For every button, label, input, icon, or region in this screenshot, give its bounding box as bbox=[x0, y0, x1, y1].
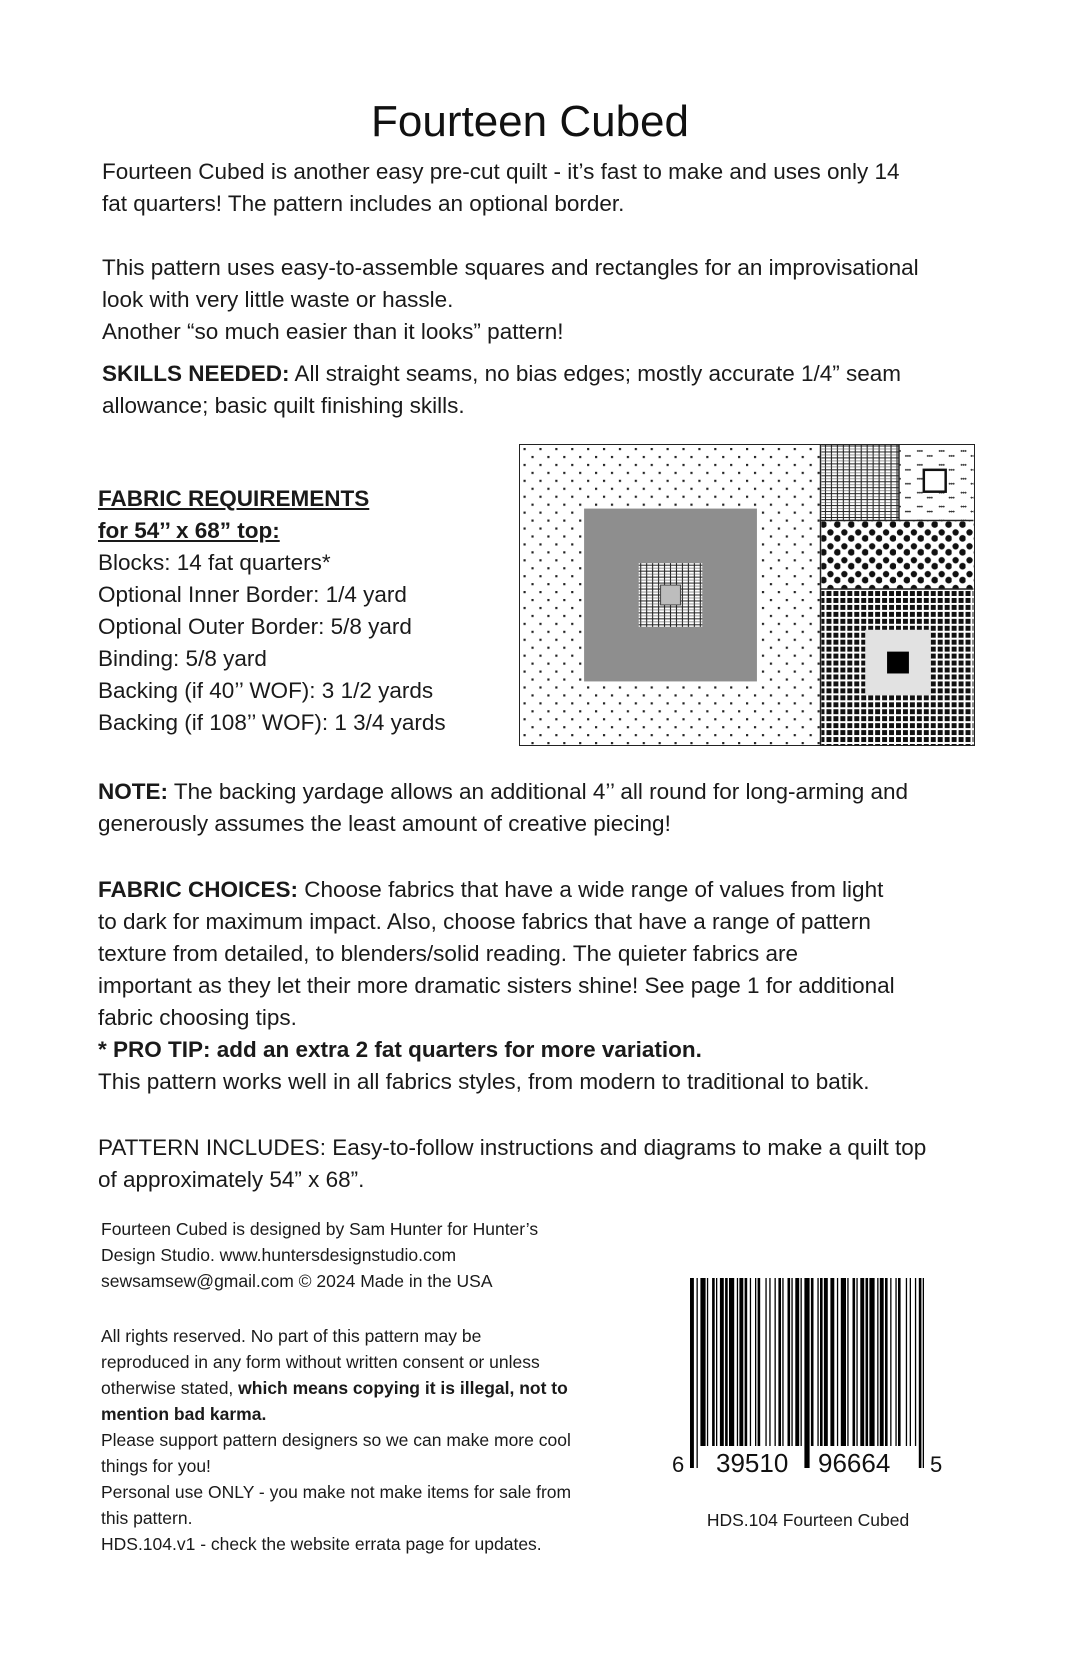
barcode-bar bbox=[837, 1278, 838, 1446]
barcode-bar bbox=[778, 1278, 781, 1446]
intro-line: Another “so much easier than it looks” pattern! bbox=[102, 319, 564, 344]
barcode-bar bbox=[739, 1278, 743, 1446]
rights-line-bold: which means copying it is illegal, not to bbox=[238, 1378, 568, 1398]
fabric-requirements-subheading: for 54’’ x 68” top: bbox=[98, 518, 280, 543]
fabric-choices-text: Choose fabrics that have a wide range of values from light bbox=[298, 877, 884, 902]
barcode-bar bbox=[885, 1278, 888, 1446]
barcode-bar bbox=[824, 1278, 828, 1446]
pro-tip: * PRO TIP: add an extra 2 fat quarters for more variation. bbox=[98, 1037, 702, 1062]
intro-line: look with very little waste or hassle. bbox=[102, 287, 454, 312]
barcode-bar bbox=[795, 1278, 799, 1446]
rights-line: reproduced in any form without written consent or unless bbox=[101, 1352, 540, 1372]
barcode-bar bbox=[720, 1278, 724, 1446]
barcode-digits-right: 96664 bbox=[818, 1448, 891, 1478]
barcode-bar bbox=[700, 1278, 705, 1446]
intro-line: fat quarters! The pattern includes an optional border. bbox=[102, 191, 625, 216]
barcode-bar bbox=[745, 1278, 748, 1446]
fabric-requirement-item: Backing (if 40’’ WOF): 3 1/2 yards bbox=[98, 678, 434, 703]
page-title: Fourteen Cubed bbox=[371, 97, 689, 146]
barcode-bar bbox=[755, 1278, 756, 1446]
rights-notice bbox=[101, 1323, 571, 1557]
credits-line: Design Studio. www.huntersdesignstudio.com bbox=[101, 1245, 457, 1265]
rights-line-bold: mention bad karma. bbox=[101, 1404, 267, 1424]
barcode-bar bbox=[737, 1278, 738, 1446]
rights-line: Personal use ONLY - you make not make items for sale from bbox=[101, 1482, 572, 1502]
quilt-block-black-square bbox=[887, 652, 909, 674]
fabric-choices-text: important as they let their more dramatic sisters shine! See page 1 for additional bbox=[98, 973, 895, 998]
intro-paragraph-2 bbox=[102, 252, 919, 348]
credits-line: sewsamsew@gmail.com © 2024 Made in the USA bbox=[101, 1271, 493, 1291]
skills-label: SKILLS NEEDED: bbox=[102, 361, 290, 386]
barcode-bar bbox=[801, 1278, 802, 1446]
rights-line: HDS.104.v1 - check the website errata page for updates. bbox=[101, 1534, 542, 1554]
skills-needed bbox=[102, 358, 901, 422]
intro-line: Fourteen Cubed is another easy pre-cut quilt - it’s fast to make and uses only 14 bbox=[102, 159, 900, 184]
barcode-bar bbox=[769, 1278, 770, 1446]
rights-line: things for you! bbox=[101, 1456, 211, 1476]
rights-line: All rights reserved. No part of this pattern may be bbox=[101, 1326, 482, 1346]
barcode-bar bbox=[860, 1278, 864, 1446]
fabric-requirement-item: Binding: 5/8 yard bbox=[98, 646, 267, 671]
quilt-diagram bbox=[519, 444, 975, 746]
barcode-bar bbox=[765, 1278, 766, 1446]
fabric-requirement-item: Blocks: 14 fat quarters* bbox=[98, 550, 331, 575]
intro-line: This pattern uses easy-to-assemble squares and rectangles for an improvisational bbox=[102, 255, 919, 280]
barcode-bar bbox=[712, 1278, 715, 1446]
credits bbox=[101, 1216, 538, 1294]
rights-line: Please support pattern designers so we can make more cool bbox=[101, 1430, 571, 1450]
barcode-bar bbox=[906, 1278, 907, 1446]
barcode-bar bbox=[869, 1278, 874, 1446]
barcode-bar bbox=[866, 1278, 869, 1446]
skills-text: allowance; basic quilt finishing skills. bbox=[102, 393, 465, 418]
barcode-bar bbox=[707, 1278, 708, 1446]
barcode-bar bbox=[910, 1278, 911, 1446]
barcode-caption: HDS.104 Fourteen Cubed bbox=[706, 1510, 910, 1530]
quilt-block-plaid bbox=[822, 445, 899, 520]
note-text: generously assumes the least amount of creative piecing! bbox=[98, 811, 671, 836]
barcode-bar bbox=[847, 1278, 848, 1446]
barcode-bar bbox=[919, 1278, 922, 1468]
fabric-choices-label: FABRIC CHOICES: bbox=[98, 877, 299, 902]
fabric-requirement-item: Optional Outer Border: 5/8 yard bbox=[98, 614, 412, 639]
barcode-bar bbox=[923, 1278, 924, 1468]
pattern-includes-text: PATTERN INCLUDES: Easy-to-follow instructions and diagrams to make a quilt top bbox=[98, 1135, 927, 1160]
fabric-choices-text: to dark for maximum impact. Also, choose fabrics that have a range of pattern bbox=[98, 909, 871, 934]
barcode-bar bbox=[890, 1278, 891, 1446]
fabric-requirements bbox=[98, 483, 446, 739]
barcode-bar bbox=[820, 1278, 823, 1446]
barcode-bar bbox=[729, 1278, 734, 1446]
credits-line: Fourteen Cubed is designed by Sam Hunter for Hunter’s bbox=[101, 1219, 539, 1239]
barcode-bar bbox=[725, 1278, 728, 1446]
quilt-block-polka bbox=[822, 521, 974, 589]
barcode-bar bbox=[856, 1278, 857, 1446]
barcode-bar bbox=[880, 1278, 884, 1446]
intro-paragraph-1 bbox=[102, 156, 900, 220]
barcode-bar bbox=[775, 1278, 776, 1446]
barcode-bar bbox=[750, 1278, 751, 1446]
barcode-bar bbox=[853, 1278, 856, 1446]
barcode-bar bbox=[782, 1278, 783, 1446]
barcode-bar bbox=[898, 1278, 901, 1446]
rights-line: otherwise stated, bbox=[101, 1378, 239, 1398]
barcode-bar bbox=[915, 1278, 916, 1446]
fabric-choices bbox=[98, 874, 895, 1098]
fabric-requirement-item: Optional Inner Border: 1/4 yard bbox=[98, 582, 407, 607]
pattern-includes bbox=[98, 1132, 926, 1196]
barcode-bar bbox=[830, 1278, 834, 1446]
fabric-choices-text: This pattern works well in all fabrics styles, from modern to traditional to batik. bbox=[98, 1069, 870, 1094]
barcode-bar bbox=[791, 1278, 792, 1446]
barcode-bar bbox=[895, 1278, 896, 1446]
note-text: The backing yardage allows an additional 4’’ all round for long-arming and bbox=[168, 779, 909, 804]
skills-text: All straight seams, no bias edges; mostly accurate 1/4” seam bbox=[289, 361, 902, 386]
barcode-digit-first: 6 bbox=[672, 1452, 685, 1477]
barcode-bar bbox=[716, 1278, 717, 1446]
barcode-bar bbox=[811, 1278, 814, 1446]
barcode-bar bbox=[841, 1278, 846, 1446]
fabric-choices-text: texture from detailed, to blenders/solid reading. The quieter fabrics are bbox=[98, 941, 798, 966]
barcode bbox=[668, 1278, 948, 1498]
barcode-bar bbox=[877, 1278, 878, 1446]
barcode-bar bbox=[690, 1278, 694, 1468]
fabric-choices-text: fabric choosing tips. bbox=[98, 1005, 297, 1030]
note-label: NOTE: bbox=[98, 779, 168, 804]
barcode-bar bbox=[817, 1278, 818, 1446]
note bbox=[98, 776, 908, 840]
barcode-digits-left: 39510 bbox=[716, 1448, 789, 1478]
barcode-bar bbox=[697, 1278, 698, 1468]
fabric-requirements-heading: FABRIC REQUIREMENTS bbox=[98, 486, 370, 511]
quilt-block-center-square bbox=[661, 585, 681, 605]
fabric-requirement-item: Backing (if 108’’ WOF): 1 3/4 yards bbox=[98, 710, 446, 735]
barcode-bar bbox=[788, 1278, 791, 1446]
barcode-bar bbox=[758, 1278, 761, 1446]
barcode-bars bbox=[690, 1278, 924, 1468]
quilt-block-small-square bbox=[924, 470, 946, 492]
barcode-bar bbox=[804, 1278, 809, 1468]
barcode-digit-last: 5 bbox=[930, 1452, 943, 1477]
rights-line: this pattern. bbox=[101, 1508, 193, 1528]
pattern-includes-text: of approximately 54” x 68”. bbox=[98, 1167, 365, 1192]
